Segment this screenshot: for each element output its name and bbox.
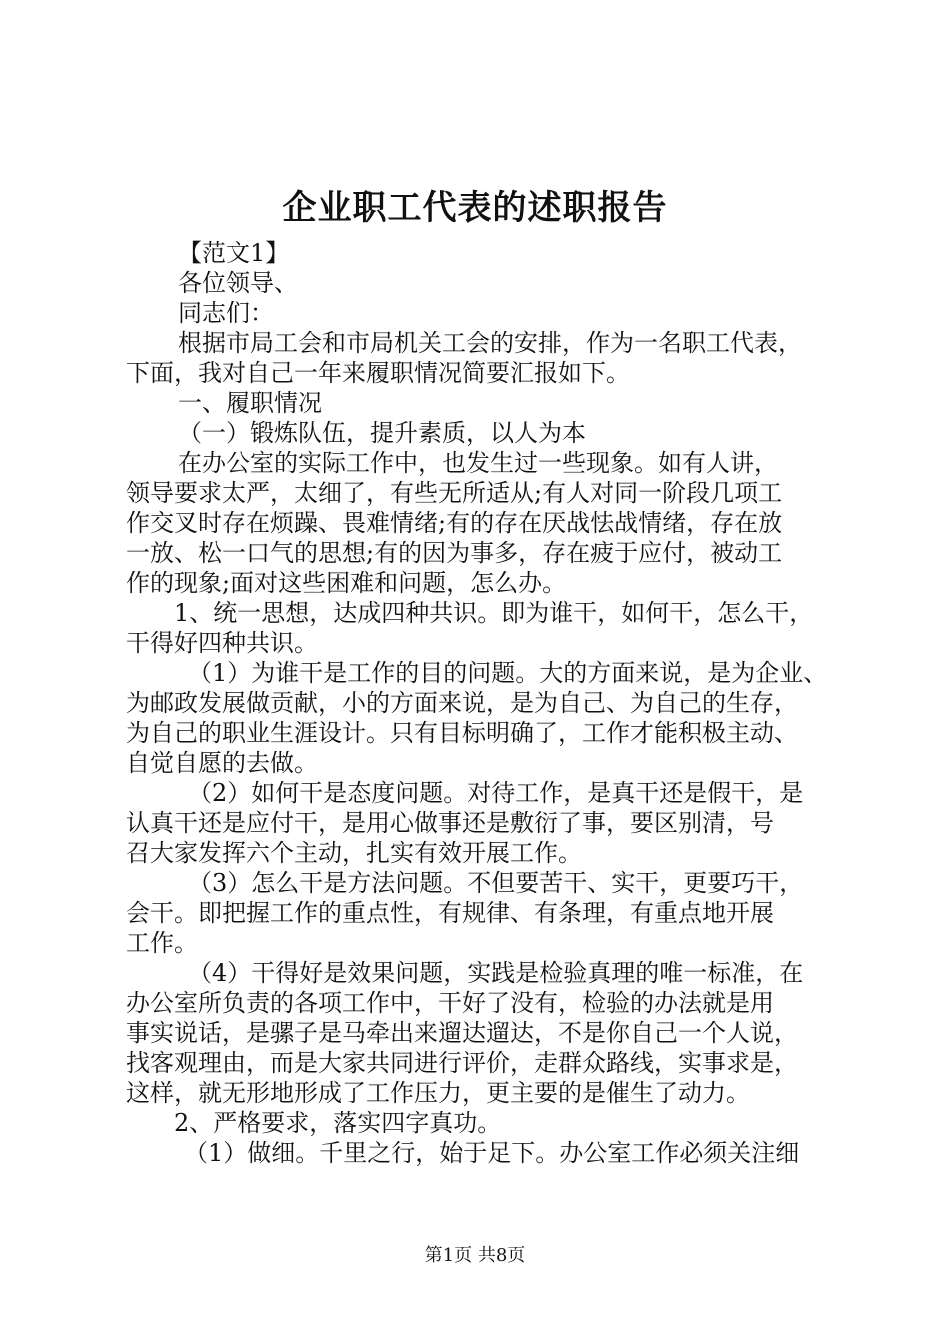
body-line: 在办公室的实际工作中，也发生过一些现象。如有人讲， (178, 449, 778, 477)
body-line: 作交叉时存在烦躁、畏难情绪;有的存在厌战怯战情绪，存在放 (126, 509, 783, 537)
body-line: 认真干还是应付干，是用心做事还是敷衍了事，要区别清，号 (126, 809, 774, 837)
body-line: 召大家发挥六个主动，扎实有效开展工作。 (126, 839, 582, 867)
body-line: 为自己的职业生涯设计。只有目标明确了，工作才能积极主动、 (126, 719, 798, 747)
body-line: 自觉自愿的去做。 (126, 749, 318, 777)
body-line: 找客观理由，而是大家共同进行评价，走群众路线，实事求是， (126, 1049, 798, 1077)
body-line: （2）如何干是态度问题。对待工作，是真干还是假干，是 (188, 779, 804, 807)
body-line: 各位领导、 (178, 269, 298, 297)
body-line: 会干。即把握工作的重点性，有规律、有条理，有重点地开展 (126, 899, 774, 927)
body-line: 一放、松一口气的思想;有的因为事多，存在疲于应付，被动工 (126, 539, 783, 567)
body-line: （3）怎么干是方法问题。不但要苦干、实干，更要巧干， (188, 869, 804, 897)
page-number-footer: 第1页 共8页 (424, 1245, 526, 1266)
body-line: 作的现象;面对这些困难和问题，怎么办。 (126, 569, 567, 597)
body-line: 根据市局工会和市局机关工会的安排，作为一名职工代表， (178, 329, 802, 357)
body-line: 一、履职情况 (178, 389, 322, 417)
body-line: 办公室所负责的各项工作中，干好了没有，检验的办法就是用 (126, 989, 774, 1017)
body-line: （一）锻炼队伍，提升素质，以人为本 (178, 419, 586, 447)
body-line: 事实说话，是骡子是马牵出来遛达遛达，不是你自己一个人说， (126, 1019, 798, 1047)
body-line: 同志们： (178, 299, 274, 327)
body-line: （4）干得好是效果问题，实践是检验真理的唯一标准，在 (188, 959, 804, 987)
body-line: 2、严格要求，落实四字真功。 (174, 1109, 502, 1137)
body-line: 【范文1】 (178, 239, 290, 267)
body-line: 这样，就无形地形成了工作压力，更主要的是催生了动力。 (126, 1079, 750, 1107)
body-line: 1、统一思想，达成四种共识。即为谁干，如何干，怎么干， (174, 599, 814, 627)
document-title: 企业职工代表的述职报告 (282, 188, 668, 228)
body-line: （1）做细。千里之行，始于足下。办公室工作必须关注细 (184, 1139, 800, 1167)
document-body (126, 238, 846, 1168)
body-line: 下面，我对自己一年来履职情况简要汇报如下。 (126, 359, 630, 387)
body-line: （1）为谁干是工作的目的问题。大的方面来说，是为企业、 (188, 659, 828, 687)
body-line: 干得好四种共识。 (126, 629, 318, 657)
body-line: 为邮政发展做贡献，小的方面来说，是为自己、为自己的生存， (126, 689, 798, 717)
body-line: 领导要求太严，太细了，有些无所适从;有人对同一阶段几项工 (126, 479, 783, 507)
body-line: 工作。 (126, 929, 198, 957)
